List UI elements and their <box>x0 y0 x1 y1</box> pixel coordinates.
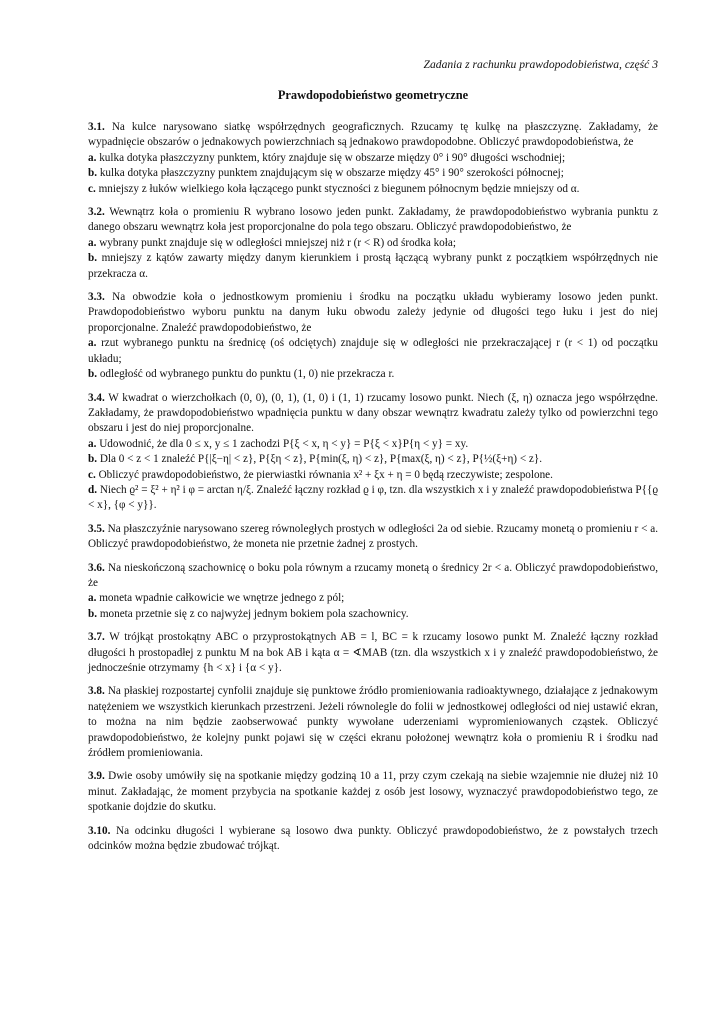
problem-item <box>88 483 658 514</box>
problem-number: 3.5. <box>88 522 105 535</box>
problem-text: Dwie osoby umówiły się na spotkanie między godziną 10 a 11, przy czym czekają na siebie wzajemnie nie dłużej niż 10 minut. Zakładając, że moment przybycia na spotkanie każdej z osób jest losowy, wyznaczyć prawdopodobieństwo tego, ze spotkanie dojdzie do skutku. <box>88 770 659 814</box>
problem-item <box>88 151 658 166</box>
page-header: Zadania z rachunku prawdopodobieństwa, część 3 <box>423 58 658 71</box>
problem-item <box>88 236 658 251</box>
item-text: Udowodnić, że dla 0 ≤ x, y ≤ 1 zachodzi P{ξ < x, η < y} = P{ξ < x}P{η < y} = xy. <box>99 437 469 450</box>
item-letter: b. <box>88 453 98 466</box>
problem-number: 3.7. <box>88 631 105 644</box>
problem-item <box>88 166 658 181</box>
problem-item <box>88 607 658 622</box>
item-text: kulka dotyka płaszczyzny punktem znajdującym się w obszarze między 45° i 90° szerokości północnej; <box>99 167 564 180</box>
item-letter: b. <box>88 607 98 620</box>
item-text: rzut wybranego punktu na średnicę (oś odciętych) znajduje się w odległości nie przekraczającej r (r < 1) od początku układu; <box>88 337 658 365</box>
problem-text: Na płaszczyźnie narysowano szereg równoległych prostych w odległości 2a od siebie. Rzucamy monetą o promieniu r < a. Obliczyć prawdopodobieństwo, że moneta nie przetnie żadnej z prostych. <box>88 522 658 551</box>
problem-8 <box>88 684 658 761</box>
item-letter: b. <box>88 252 98 265</box>
problem-item <box>88 336 658 367</box>
item-letter: c. <box>88 468 96 481</box>
item-letter: b. <box>88 167 98 180</box>
problem-number: 3.2. <box>88 206 105 219</box>
problem-number: 3.4. <box>88 391 105 404</box>
item-letter: a. <box>88 236 97 249</box>
item-text: mniejszy z kątów zawarty między danym kierunkiem i prostą łączącą wybrany punkt z początkiem współrzędnych nie przekracza α. <box>88 252 659 280</box>
problem-7 <box>88 630 658 676</box>
item-letter: b. <box>88 368 98 381</box>
item-text: Niech ϱ² = ξ² + η² i φ = arctan η/ξ. Znaleźć łączny rozkład ϱ i φ, tzn. dla wszystkich x i y znaleźć prawdopodobieństwa P{{ϱ < x}, {φ < y}}. <box>88 483 659 512</box>
problem-number: 3.8. <box>88 685 105 698</box>
problem-number: 3.3. <box>88 291 105 304</box>
problem-text: Na kulce narysowano siatkę współrzędnych geograficznych. Rzucamy tę kulkę na płaszczyznę. Zakładamy, że wypadnięcie obszarów o jednakowych powierzchniach są jednakowo prawdopodobne. Obliczyć prawdopodobieństwa, że <box>88 121 659 149</box>
item-text: moneta wpadnie całkowicie we wnętrze jednego z pól; <box>99 592 345 605</box>
problem-number: 3.9. <box>88 770 105 783</box>
problem-3 <box>88 290 658 382</box>
problem-text: W trójkąt prostokątny ABC o przyprostokątnych AB = l, BC = k rzucamy losowo punkt M. Znaleźć łączny rozkład długości h prostopadłej z punktu M na bok AB i kąta α = ∢MAB (tzn. dla wszystkich x i y znaleźć prawdopodobieństwo, że jednocześnie otrzymamy {h < x} i {α < y}. <box>88 631 658 674</box>
problem-10 <box>88 824 658 855</box>
problem-1 <box>88 120 658 197</box>
document-page <box>88 58 658 862</box>
problem-item <box>88 591 658 606</box>
item-text: moneta przetnie się z co najwyżej jednym bokiem pola szachownicy. <box>99 607 409 620</box>
problem-item <box>88 468 658 483</box>
item-text: wybrany punkt znajduje się w odległości mniejszej niż r (r < R) od środka koła; <box>99 236 456 249</box>
problem-text: Na płaskiej rozpostartej cynfolii znajduje się punktowe źródło promieniowania radioaktywnego, działające z jednakowym natężeniem we wszystkich kierunkach przestrzeni. Jeżeli równolegle do folii w jednostkowej odległości od niej ustawić ekran, to można na nim będzie zaobserwować punkty wywołane uderzeniami wypromieniowanych cząstek. Obliczyć prawdopodobieństwo, że kolejny punkt pojawi się w części ekranu położonej wewnątrz koła o promieniu R i środku nad źródłem promieniowania. <box>88 685 658 760</box>
problem-item <box>88 367 658 382</box>
item-text: odległość od wybranego punktu do punktu (1, 0) nie przekracza r. <box>99 368 395 381</box>
item-text: kulka dotyka płaszczyzny punktem, który znajduje się w obszarze między 0° i 90° długości wschodniej; <box>99 151 566 164</box>
problem-text: Na obwodzie koła o jednostkowym promieniu i środku na początku układu wybieramy losowo jeden punkt. Prawdopodobieństwo wyboru punktu na danym łuku obwodu zależy jedynie od długości tego łuku i jest do niej proporcjonalne. Znaleźć prawdopodobieństwo, że <box>88 291 658 334</box>
problem-5 <box>88 522 658 553</box>
page-title: Prawdopodobieństwo geometryczne <box>277 88 469 102</box>
problem-number: 3.6. <box>88 561 105 574</box>
problem-number: 3.10. <box>88 824 111 837</box>
problem-text: Na nieskończoną szachownicę o boku pola równym a rzucamy monetą o średnicy 2r < a. Obliczyć prawdopodobieństwo, że <box>88 561 659 589</box>
problem-text: Wewnątrz koła o promieniu R wybrano losowo jeden punkt. Zakładamy, że prawdopodobieństwo wybrania punktu z danego obszaru wewnątrz koła jest proporcjonalne do pola tego obszaru. Obliczyć prawdopodobieństwo, że <box>88 206 658 234</box>
problem-item <box>88 437 658 452</box>
problem-item <box>88 251 658 282</box>
problem-6 <box>88 561 658 623</box>
item-text: mniejszy z łuków wielkiego koła łączącego punkt styczności z biegunem północnym będzie mniejszy od α. <box>98 182 580 195</box>
item-letter: a. <box>88 151 97 164</box>
problem-text: Na odcinku długości l wybierane są losowo dwa punkty. Obliczyć prawdopodobieństwo, że z powstałych trzech odcinków można będzie zbudować trójkąt. <box>88 824 658 853</box>
problem-number: 3.1. <box>88 121 105 133</box>
problem-list <box>88 120 658 854</box>
problem-text: W kwadrat o wierzchołkach (0, 0), (0, 1), (1, 0) i (1, 1) rzucamy losowo punkt. Niech (ξ, η) oznacza jego współrzędne. Zakładamy, że prawdopodobieństwo wpadnięcia punktu w dany obszar wewnątrz kwadratu zależy tylko od powierzchni tego obszaru i jest do niej proporcjonalne. <box>88 391 658 435</box>
item-letter: a. <box>88 337 97 350</box>
item-letter: a. <box>88 592 97 605</box>
problem-item <box>88 452 658 467</box>
item-letter: d. <box>88 483 98 496</box>
item-letter: a. <box>88 437 97 450</box>
item-text: Dla 0 < z < 1 znaleźć P{|ξ−η| < z}, P{ξη < z}, P{min(ξ, η) < z}, P{max(ξ, η) < z}, P{½(ξ+η) < z}. <box>99 453 543 466</box>
problem-4 <box>88 391 658 514</box>
problem-9 <box>88 769 658 815</box>
item-letter: c. <box>88 182 96 195</box>
problem-item <box>88 182 658 197</box>
item-text: Obliczyć prawdopodobieństwo, że pierwiastki równania x² + ξx + η = 0 będą rzeczywiste; zespolone. <box>98 468 553 481</box>
problem-2 <box>88 205 658 282</box>
